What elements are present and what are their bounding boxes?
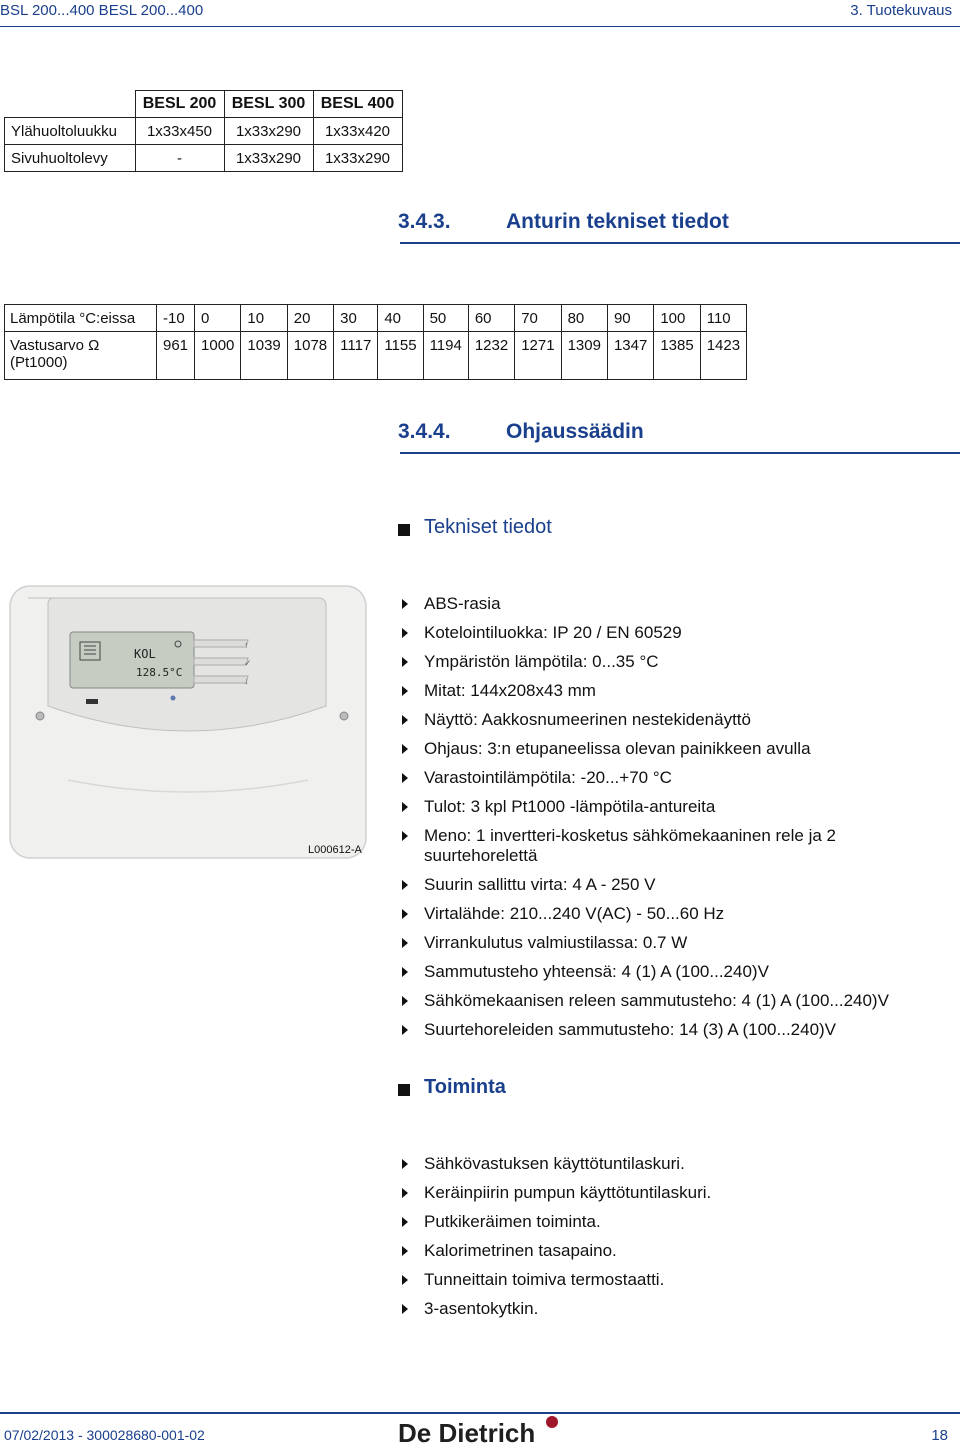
table-cell: 1039	[241, 332, 287, 380]
list-item	[400, 826, 920, 866]
list-item-text: Putkikeräimen toiminta.	[424, 1212, 601, 1231]
table-corner-cell	[5, 91, 136, 118]
up-arrow-icon: ↑	[244, 640, 249, 650]
table-cell: 1x33x290	[224, 118, 313, 145]
list-item	[400, 933, 920, 953]
table-cell: 80	[561, 305, 607, 332]
table-cell: 1x33x290	[313, 145, 402, 172]
table-cell: 1385	[654, 332, 700, 380]
list-item	[400, 1241, 920, 1261]
table-cell: 1x33x450	[135, 118, 224, 145]
photo-caption: L000612-A	[308, 844, 362, 856]
table-cell: 1423	[700, 332, 746, 380]
arrow-bullet-icon	[402, 802, 408, 812]
table-header-cell: BESL 200	[135, 91, 224, 118]
row-label: Ylähuoltoluukku	[5, 118, 136, 145]
table-header-row	[5, 91, 403, 118]
list-item-text: Kalorimetrinen tasapaino.	[424, 1241, 617, 1260]
list-item	[400, 652, 920, 672]
table-cell: 70	[515, 305, 561, 332]
table-cell: 961	[157, 332, 195, 380]
table-cell: 1232	[468, 332, 514, 380]
service-panel-table	[4, 90, 403, 172]
table-cell: 1x33x420	[313, 118, 402, 145]
table-cell: 30	[334, 305, 378, 332]
section-underline	[400, 242, 960, 244]
list-item-text: Tunneittain toimiva termostaatti.	[424, 1270, 665, 1289]
square-bullet-icon	[398, 524, 410, 536]
list-item-text: Näyttö: Aakkosnumeerinen nestekidenäyttö	[424, 710, 751, 729]
table-row	[5, 145, 403, 172]
list-item	[400, 904, 920, 924]
list-item	[400, 768, 920, 788]
list-item-text: Ohjaus: 3:n etupaneelissa olevan painikkeen avulla	[424, 739, 811, 758]
list-item	[400, 1183, 920, 1203]
list-item	[400, 1020, 920, 1040]
list-item-text: Tulot: 3 kpl Pt1000 -lämpötila-antureita	[424, 797, 716, 816]
row-label: Lämpötila °C:eissa	[5, 305, 157, 332]
header-divider	[0, 26, 960, 27]
table-cell: -	[135, 145, 224, 172]
arrow-bullet-icon	[402, 1304, 408, 1314]
lcd-line-1: KOL	[134, 647, 156, 661]
list-item-text: Suurtehoreleiden sammutusteho: 14 (3) A (100...240)V	[424, 1020, 837, 1039]
table-row	[5, 118, 403, 145]
list-item	[400, 1154, 920, 1174]
table-cell: 1271	[515, 332, 561, 380]
switch-icon	[86, 699, 98, 704]
list-item	[400, 681, 920, 701]
footer-doc-id: 07/02/2013 - 300028680-001-02	[4, 1427, 205, 1443]
header-chapter-text: 3. Tuotekuvaus	[850, 2, 952, 19]
square-bullet-icon	[398, 1084, 410, 1096]
table-cell: 100	[654, 305, 700, 332]
list-item	[400, 875, 920, 895]
subheading-text: Tekniset tiedot	[424, 516, 552, 538]
arrow-bullet-icon	[402, 996, 408, 1006]
table-row-resistance	[5, 332, 747, 380]
table-cell: 10	[241, 305, 287, 332]
arrow-bullet-icon	[402, 831, 408, 841]
table-cell: 1117	[334, 332, 378, 380]
sensor-table	[4, 304, 747, 380]
list-item-text: Mitat: 144x208x43 mm	[424, 681, 596, 700]
button-stack	[194, 640, 248, 683]
row-label: Sivuhuoltolevy	[5, 145, 136, 172]
table-cell: 1347	[607, 332, 653, 380]
status-led	[171, 696, 176, 701]
table-cell: 1194	[423, 332, 468, 380]
table-header-cell: BESL 300	[224, 91, 313, 118]
row-label-line: (Pt1000)	[10, 354, 68, 371]
list-item-text: Kotelointiluokka: IP 20 / EN 60529	[424, 623, 682, 642]
list-item	[400, 739, 920, 759]
list-item-text: Ympäristön lämpötila: 0...35 °C	[424, 652, 659, 671]
list-item	[400, 623, 920, 643]
table-cell: 40	[378, 305, 423, 332]
section-title: Ohjaussäädin	[506, 420, 644, 443]
list-item	[400, 797, 920, 817]
table-cell: 1000	[195, 332, 241, 380]
arrow-bullet-icon	[402, 657, 408, 667]
table-cell: -10	[157, 305, 195, 332]
table-cell: 50	[423, 305, 468, 332]
controller-photo	[8, 584, 368, 860]
arrow-bullet-icon	[402, 773, 408, 783]
list-item-text: Sammutusteho yhteensä: 4 (1) A (100...240)V	[424, 962, 769, 981]
ok-button	[194, 658, 248, 665]
brand-logo-text: De Dietrich	[398, 1418, 536, 1448]
function-list	[400, 1154, 920, 1328]
arrow-bullet-icon	[402, 1246, 408, 1256]
tech-specs-list	[400, 594, 920, 1049]
section-underline	[400, 452, 960, 454]
table-row-temperature	[5, 305, 747, 332]
list-item	[400, 710, 920, 730]
check-icon: ✓	[244, 658, 252, 668]
list-item-text: ABS-rasia	[424, 594, 501, 613]
lcd-line-2: 128.5°C	[136, 666, 183, 679]
arrow-bullet-icon	[402, 938, 408, 948]
page-header	[0, 0, 960, 22]
list-item-text: Sähkömekaanisen releen sammutusteho: 4 (1) A (100...240)V	[424, 991, 889, 1010]
arrow-bullet-icon	[402, 715, 408, 725]
up-button	[194, 640, 248, 647]
screw-icon	[36, 712, 44, 720]
arrow-bullet-icon	[402, 628, 408, 638]
arrow-bullet-icon	[402, 1275, 408, 1285]
section-number: 3.4.3.	[398, 210, 451, 233]
list-item-text: 3-asentokytkin.	[424, 1299, 539, 1318]
table-cell: 1309	[561, 332, 607, 380]
arrow-bullet-icon	[402, 967, 408, 977]
subheading-text: Toiminta	[424, 1076, 506, 1098]
table-cell: 1155	[378, 332, 423, 380]
arrow-bullet-icon	[402, 599, 408, 609]
row-label-line: Vastusarvo Ω	[10, 337, 100, 354]
arrow-bullet-icon	[402, 880, 408, 890]
header-model-text: BSL 200...400 BESL 200...400	[0, 2, 204, 19]
list-item-text: Virtalähde: 210...240 V(AC) - 50...60 Hz	[424, 904, 725, 923]
arrow-bullet-icon	[402, 1025, 408, 1035]
brand-logo-mark	[546, 1416, 558, 1428]
arrow-bullet-icon	[402, 744, 408, 754]
list-item	[400, 962, 920, 982]
list-item-text: Sähkövastuksen käyttötuntilaskuri.	[424, 1154, 685, 1173]
list-item-text: Virrankulutus valmiustilassa: 0.7 W	[424, 933, 688, 952]
list-item	[400, 991, 920, 1011]
table-cell: 90	[607, 305, 653, 332]
table-header-cell: BESL 400	[313, 91, 402, 118]
list-item	[400, 1299, 920, 1319]
list-item-text: Keräinpiirin pumpun käyttötuntilaskuri.	[424, 1183, 712, 1202]
table-cell: 20	[287, 305, 333, 332]
table-cell: 110	[700, 305, 746, 332]
list-item-text: Meno: 1 invertteri-kosketus sähkömekaaninen rele ja 2 suurtehorelettä	[424, 826, 836, 865]
list-item	[400, 1212, 920, 1232]
arrow-bullet-icon	[402, 1159, 408, 1169]
row-label	[5, 332, 157, 380]
list-item	[400, 594, 920, 614]
section-number: 3.4.4.	[398, 420, 451, 443]
table-cell: 1078	[287, 332, 333, 380]
footer-page-number: 18	[931, 1427, 948, 1444]
table-cell: 0	[195, 305, 241, 332]
brand-logo	[398, 1414, 568, 1450]
section-title: Anturin tekniset tiedot	[506, 210, 729, 233]
list-item	[400, 1270, 920, 1290]
list-item-text: Suurin sallittu virta: 4 A - 250 V	[424, 875, 656, 894]
arrow-bullet-icon	[402, 1188, 408, 1198]
down-button	[194, 676, 248, 683]
arrow-bullet-icon	[402, 686, 408, 696]
down-arrow-icon: ↓	[244, 676, 249, 686]
arrow-bullet-icon	[402, 909, 408, 919]
list-item-text: Varastointilämpötila: -20...+70 °C	[424, 768, 672, 787]
table-cell: 60	[468, 305, 514, 332]
arrow-bullet-icon	[402, 1217, 408, 1227]
table-cell: 1x33x290	[224, 145, 313, 172]
screw-icon	[340, 712, 348, 720]
